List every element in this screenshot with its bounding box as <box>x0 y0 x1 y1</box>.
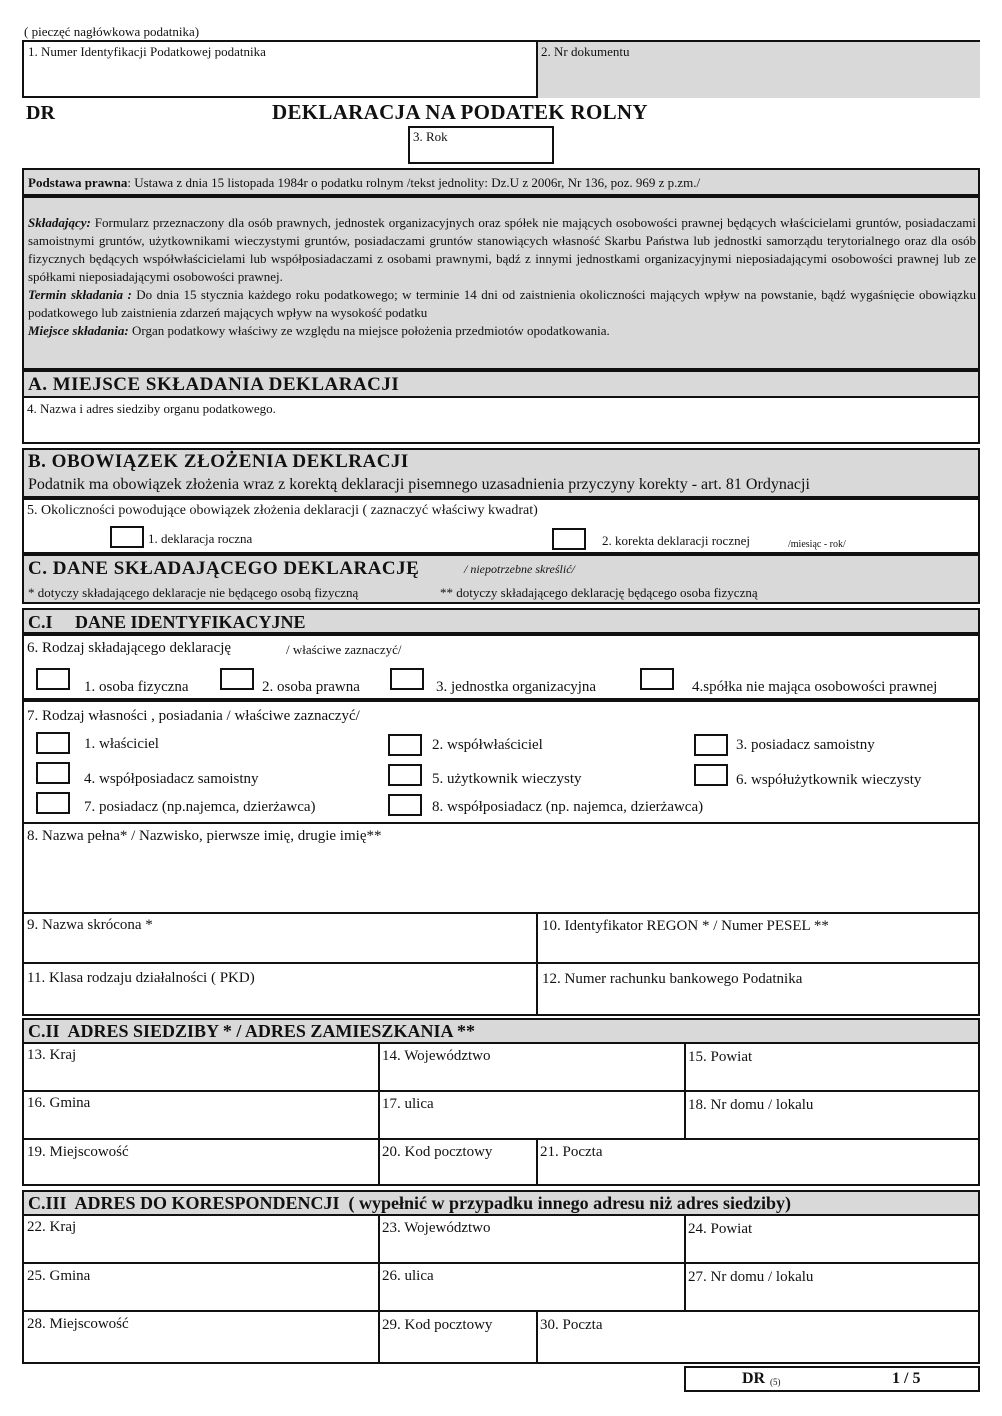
f15-label: 15. Powiat <box>688 1049 753 1065</box>
place-text: Organ podatkowy właściwy ze względu na miejsce położenia przedmiotów opodatkowania. <box>128 323 610 338</box>
checkbox-annual[interactable] <box>110 526 144 548</box>
divider <box>24 1310 978 1312</box>
f6-opt-3: 3. jednostka organizacyjna <box>436 679 597 695</box>
divider <box>536 914 538 1014</box>
divider <box>536 1312 538 1362</box>
section-c3-title: C.III ADRES DO KORESPONDENCJI ( wypełnić w przypadku innego adresu niż adres siedziby) <box>28 1193 791 1213</box>
divider <box>24 1262 978 1264</box>
checkbox-f7-2[interactable] <box>388 734 422 756</box>
filer-bold: Składający: <box>28 215 91 230</box>
checkbox-correction[interactable] <box>552 528 586 550</box>
f7-opt-6: 6. współużytkownik wieczysty <box>736 772 922 788</box>
section-c2-title: C.II ADRES SIEDZIBY * / ADRES ZAMIESZKANIA ** <box>28 1021 475 1041</box>
section-a-header <box>22 370 980 398</box>
checkbox-f7-6[interactable] <box>694 764 728 786</box>
f6-opt-1: 1. osoba fizyczna <box>84 679 189 695</box>
field-9-label: 9. Nazwa skrócona * <box>27 917 153 933</box>
f16-label: 16. Gmina <box>27 1095 91 1111</box>
year-label: 3. Rok <box>413 129 448 144</box>
section-c3-header <box>22 1190 980 1216</box>
stamp-note: ( pieczęć nagłówkowa podatnika) <box>24 24 200 39</box>
field-7 <box>22 700 980 824</box>
deadline-text: Do dnia 15 stycznia każdego roku podatkowego; w terminie 14 dni od zaistnienia okoliczności mających wpływ na powstanie, bądź wygaśnięcie obowiązku podatkowego lub zaistnienia zdarzeń mających wpływ na wysokość podatku <box>28 287 976 320</box>
f27-label: 27. Nr domu / lokalu <box>688 1269 814 1285</box>
f18-label: 18. Nr domu / lokalu <box>688 1097 814 1113</box>
f29-label: 29. Kod pocztowy <box>382 1317 493 1333</box>
checkbox-f6-2[interactable] <box>220 668 254 690</box>
page-title: DEKLARACJA NA PODATEK ROLNY <box>272 100 648 124</box>
footer-code-sub: (5) <box>770 1377 781 1387</box>
opt-annual-label: 1. deklaracja roczna <box>148 531 253 546</box>
checkbox-f7-8[interactable] <box>388 794 422 816</box>
checkbox-f7-1[interactable] <box>36 732 70 754</box>
f7-opt-3: 3. posiadacz samoistny <box>736 737 875 753</box>
footer-box <box>684 1366 980 1392</box>
f25-label: 25. Gmina <box>27 1268 91 1284</box>
field-11-label: 11. Klasa rodzaju działalności ( PKD) <box>27 970 255 986</box>
correspondence-grid <box>22 1214 980 1364</box>
f21-label: 21. Poczta <box>540 1144 603 1160</box>
checkbox-f7-3[interactable] <box>694 734 728 756</box>
f7-opt-2: 2. współwłaściciel <box>432 737 543 753</box>
f24-label: 24. Powiat <box>688 1221 753 1237</box>
f7-opt-5: 5. użytkownik wieczysty <box>432 771 582 787</box>
f13-label: 13. Kraj <box>27 1047 77 1063</box>
deadline-bold: Termin składania : <box>28 287 132 302</box>
filer-text: Formularz przeznaczony dla osób prawnych, jednostek organizacyjnych oraz spółek nie mających osobowości prawnej będących właścicielami gruntów, posiadaczami samoistnymi gruntów, użytkownikami wieczystymi gruntów, posiadaczami gruntów stanowiących własność Skarbu Państwa lub jednostki samorządu terytorialnego oraz dla osób fizycznych będących współwłaścicielami lub współposiadaczami z osobami prawnymi, bądź z innymi jednostkami organizacyjnymi nieposiadającymi osobowości prawnej lub ze spółkami nieposiadającymi osobowości prawnej. <box>28 215 976 284</box>
divider <box>684 1216 686 1312</box>
checkbox-f7-5[interactable] <box>388 764 422 786</box>
basis-text: : Ustawa z dnia 15 listopada 1984r o podatku rolnym /tekst jednolity: Dz.U z 2006r, Nr 136, poz. 969 z p.zm./ <box>127 175 701 190</box>
field-6 <box>22 634 980 700</box>
opt-correction-note: /miesiąc - rok/ <box>788 539 846 550</box>
field-7-label: 7. Rodzaj własności , posiadania / właściwe zaznaczyć/ <box>27 708 360 724</box>
basis-bold: Podstawa prawna <box>28 175 128 190</box>
checkbox-f6-4[interactable] <box>640 668 674 690</box>
f26-label: 26. ulica <box>382 1268 434 1284</box>
place-bold: Miejsce składania: <box>28 323 129 338</box>
f7-opt-1: 1. właściciel <box>84 736 159 752</box>
field-6-label: 6. Rodzaj składającego deklarację <box>27 640 232 656</box>
page-number: 1 / 5 <box>892 1370 921 1387</box>
section-c-note2: ** dotyczy składającego deklarację będącego osoba fizyczną <box>440 585 758 600</box>
doc-no-label: 2. Nr dokumentu <box>541 44 630 59</box>
section-c1-header <box>22 608 980 634</box>
checkbox-f6-3[interactable] <box>390 668 424 690</box>
f14-label: 14. Województwo <box>382 1048 491 1064</box>
section-c2-header <box>22 1018 980 1044</box>
field-6-note: / właściwe zaznaczyć/ <box>286 642 402 657</box>
section-b-header <box>22 448 980 498</box>
f6-opt-4: 4.spółka nie mająca osobowości prawnej <box>692 679 938 695</box>
field-8[interactable] <box>22 822 980 914</box>
section-c1-title: C.I DANE IDENTYFIKACYJNE <box>28 612 306 632</box>
f7-opt-8: 8. współposiadacz (np. najemca, dzierżawca) <box>432 799 704 815</box>
divider <box>24 1090 978 1092</box>
section-b-subtitle: Podatnik ma obowiązek złożenia wraz z korektą deklaracji pisemnego uzasadnienia przyczyny korekty - art. 81 Ordynacji <box>28 476 810 493</box>
divider <box>684 1044 686 1140</box>
footer-code: DR <box>742 1370 766 1387</box>
field-5-label: 5. Okoliczności powodujące obowiązek złożenia deklaracji ( zaznaczyć właściwy kwadrat) <box>27 503 538 518</box>
f30-label: 30. Poczta <box>540 1317 603 1333</box>
legal-basis <box>22 168 980 196</box>
section-c-note1: * dotyczy składającego deklaracje nie będącego osobą fizyczną <box>28 585 359 600</box>
field-10-label: 10. Identyfikator REGON * / Numer PESEL ** <box>542 918 829 934</box>
section-a-title: A. MIEJSCE SKŁADANIA DEKLARACJI <box>28 374 400 395</box>
f7-opt-4: 4. współposiadacz samoistny <box>84 771 259 787</box>
divider <box>24 962 978 964</box>
section-c-title: C. DANE SKŁADAJĄCEGO DEKLARACJĘ <box>28 558 420 579</box>
f17-label: 17. ulica <box>382 1096 434 1112</box>
divider <box>24 1138 978 1140</box>
f28-label: 28. Miejscowość <box>27 1316 129 1332</box>
section-c-header <box>22 554 980 604</box>
year-field[interactable] <box>408 126 554 164</box>
opt-correction-label: 2. korekta deklaracji rocznej <box>602 533 750 548</box>
header-box <box>22 40 980 98</box>
f7-opt-7: 7. posiadacz (np.najemca, dzierżawca) <box>84 799 316 815</box>
field-5 <box>22 498 980 554</box>
f19-label: 19. Miejscowość <box>27 1144 129 1160</box>
checkbox-f7-4[interactable] <box>36 762 70 784</box>
divider <box>378 1216 380 1362</box>
field-4-label: 4. Nazwa i adres siedziby organu podatkowego. <box>27 401 276 416</box>
f20-label: 20. Kod pocztowy <box>382 1144 493 1160</box>
fields-9-12 <box>22 912 980 1016</box>
divider <box>536 1140 538 1184</box>
field-4[interactable] <box>22 396 980 444</box>
form-code: DR <box>26 102 55 124</box>
checkbox-f7-7[interactable] <box>36 792 70 814</box>
checkbox-f6-1[interactable] <box>36 668 70 690</box>
doc-no-cell[interactable] <box>536 42 980 98</box>
address-grid <box>22 1042 980 1186</box>
divider <box>378 1044 380 1184</box>
nip-label: 1. Numer Identyfikacji Podatkowej podatnika <box>28 44 266 59</box>
f6-opt-2: 2. osoba prawna <box>262 679 360 695</box>
legal-info <box>22 196 980 370</box>
f23-label: 23. Województwo <box>382 1220 491 1236</box>
section-c-note: / niepotrzebne skreślić/ <box>464 562 575 576</box>
f22-label: 22. Kraj <box>27 1219 77 1235</box>
section-b-title: B. OBOWIĄZEK ZŁOŻENIA DEKLRACJI <box>28 451 409 472</box>
field-12-label: 12. Numer rachunku bankowego Podatnika <box>542 971 803 987</box>
field-8-label: 8. Nazwa pełna* / Nazwisko, pierwsze imię, drugie imię** <box>27 828 382 844</box>
